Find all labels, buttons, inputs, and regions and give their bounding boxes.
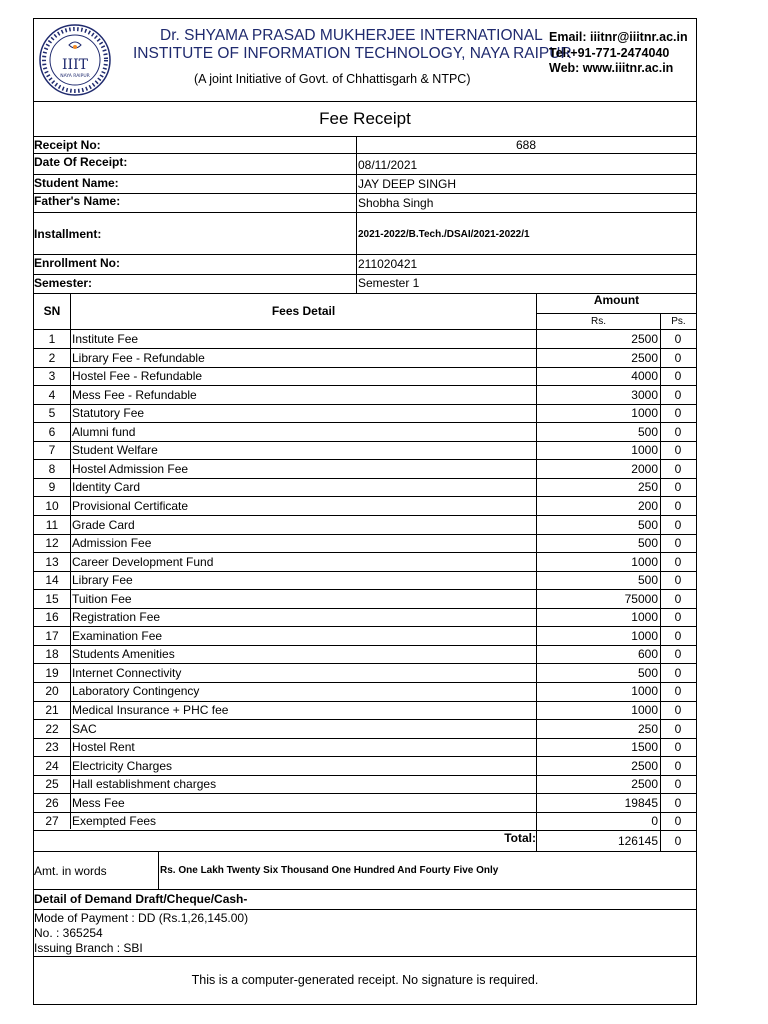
fee-row-ps: 0 bbox=[674, 647, 682, 662]
fee-row-sn: 11 bbox=[45, 517, 59, 532]
receipt-title: Fee Receipt bbox=[34, 101, 696, 137]
fee-row-name: Library Fee - Refundable bbox=[72, 350, 205, 365]
fee-row-ps: 0 bbox=[674, 517, 682, 532]
fee-row-name: Identity Card bbox=[72, 480, 141, 495]
fee-row-sn: 8 bbox=[48, 461, 56, 476]
fee-row-rs: 250 bbox=[637, 721, 658, 736]
rs-header: Rs. bbox=[591, 316, 606, 327]
fee-row-sn: 15 bbox=[45, 591, 59, 606]
semester-label: Semester: bbox=[34, 276, 93, 290]
fee-row-rs: 1000 bbox=[631, 684, 658, 699]
fee-row-ps: 0 bbox=[674, 369, 682, 384]
ps-header: Ps. bbox=[671, 316, 686, 327]
fee-row-ps: 0 bbox=[674, 684, 682, 699]
fee-row-sn: 16 bbox=[45, 610, 59, 625]
fee-row-name: Institute Fee bbox=[72, 332, 139, 346]
fee-row-name: Exempted Fees bbox=[72, 814, 157, 829]
fee-row-ps: 0 bbox=[674, 573, 682, 588]
fee-row-ps: 0 bbox=[674, 424, 682, 439]
fee-row-ps: 0 bbox=[674, 498, 682, 513]
institute-name-line1: Dr. SHYAMA PRASAD MUKHERJEE INTERNATIONAL bbox=[160, 27, 543, 44]
fee-row-rs: 2500 bbox=[631, 777, 658, 792]
semester-value: Semester 1 bbox=[358, 276, 420, 290]
fee-row-sn: 5 bbox=[48, 406, 56, 421]
payment-mode: Mode of Payment : DD (Rs.1,26,145.00) bbox=[34, 911, 249, 925]
fee-row-rs: 2500 bbox=[631, 332, 658, 346]
fee-row-sn: 13 bbox=[45, 554, 59, 569]
fee-row-sn: 25 bbox=[45, 777, 59, 792]
payment-heading: Detail of Demand Draft/Cheque/Cash- bbox=[34, 892, 248, 906]
fee-row-ps: 0 bbox=[674, 795, 682, 810]
receipt-no-label: Receipt No: bbox=[34, 138, 101, 152]
fee-row-ps: 0 bbox=[674, 461, 682, 476]
fee-row-ps: 0 bbox=[674, 703, 682, 717]
student-name-value: JAY DEEP SINGH bbox=[358, 177, 457, 191]
fee-row-ps: 0 bbox=[674, 387, 682, 402]
fee-row-sn: 9 bbox=[48, 480, 56, 495]
fee-row-rs: 2000 bbox=[631, 461, 658, 476]
fee-row-ps: 0 bbox=[674, 554, 682, 569]
installment-label: Installment: bbox=[34, 227, 102, 241]
fee-row-name: Alumni fund bbox=[72, 424, 136, 439]
fee-row-sn: 6 bbox=[48, 424, 56, 439]
fee-row-name: Laboratory Contingency bbox=[72, 684, 200, 699]
fee-row-ps: 0 bbox=[674, 777, 682, 792]
contact-email: Email: iiitnr@iiitnr.ac.in bbox=[549, 30, 688, 44]
logo-subtext: NAYA RAIPUR bbox=[60, 74, 90, 79]
student-name-label: Student Name: bbox=[34, 176, 119, 190]
fee-row-name: Tuition Fee bbox=[72, 591, 132, 606]
fee-receipt-sheet bbox=[33, 18, 697, 1005]
fee-row-ps: 0 bbox=[674, 536, 682, 551]
fee-row-rs: 1000 bbox=[631, 628, 658, 643]
fee-row-ps: 0 bbox=[674, 665, 682, 680]
fee-row-sn: 19 bbox=[45, 665, 59, 680]
fee-row-name: Students Amenities bbox=[72, 647, 175, 662]
enrollment-value: 211020421 bbox=[358, 257, 418, 271]
fee-row-name: Admission Fee bbox=[72, 536, 152, 551]
fee-row-rs: 500 bbox=[637, 573, 658, 588]
fee-row-sn: 26 bbox=[45, 795, 59, 810]
fee-row-rs: 500 bbox=[637, 536, 658, 551]
date-value: 08/11/2021 bbox=[358, 158, 418, 172]
fee-row-rs: 1000 bbox=[631, 610, 658, 625]
contact-block bbox=[549, 30, 688, 77]
fee-row-sn: 3 bbox=[48, 369, 56, 384]
fee-row-sn: 4 bbox=[48, 387, 56, 402]
contact-web: Web: www.iiitnr.ac.in bbox=[549, 61, 674, 75]
fee-row-sn: 10 bbox=[45, 498, 59, 513]
fee-row-rs: 1000 bbox=[631, 443, 658, 458]
fee-row-sn: 7 bbox=[48, 443, 56, 458]
amount-header: Amount bbox=[593, 293, 640, 307]
logo-text: IIIT bbox=[62, 57, 88, 73]
fee-row-name: Student Welfare bbox=[72, 443, 158, 458]
fee-row-rs: 1000 bbox=[631, 406, 658, 421]
fee-row-rs: 1500 bbox=[631, 740, 658, 755]
total-label: Total: bbox=[504, 831, 536, 845]
fee-row-name: Medical Insurance + PHC fee bbox=[72, 703, 229, 717]
fee-row-rs: 500 bbox=[637, 424, 658, 439]
father-name-label: Father's Name: bbox=[34, 194, 121, 208]
joint-initiative-text: (A joint Initiative of Govt. of Chhattisgarh & NTPC) bbox=[194, 72, 471, 86]
father-name-value: Shobha Singh bbox=[358, 196, 434, 210]
fee-row-name: Statutory Fee bbox=[72, 406, 145, 421]
fee-row-sn: 20 bbox=[45, 684, 59, 699]
fee-row-name: Mess Fee - Refundable bbox=[72, 387, 197, 402]
fee-row-sn: 21 bbox=[45, 703, 59, 717]
fees-detail-header: Fees Detail bbox=[271, 304, 336, 318]
receipt-no-value: 688 bbox=[515, 138, 537, 152]
fee-row-name: Internet Connectivity bbox=[72, 665, 182, 680]
fee-row-rs: 200 bbox=[637, 498, 658, 513]
fee-row-sn: 18 bbox=[45, 647, 59, 662]
fee-row-ps: 0 bbox=[674, 406, 682, 421]
payment-number: No. : 365254 bbox=[34, 926, 103, 940]
payment-branch: Issuing Branch : SBI bbox=[34, 941, 143, 955]
institute-name-line2: INSTITUTE OF INFORMATION TECHNOLOGY, NAYA RAIPUR bbox=[133, 45, 572, 62]
fee-row-sn: 12 bbox=[45, 536, 59, 551]
fee-row-ps: 0 bbox=[674, 350, 682, 365]
fee-row-name: Registration Fee bbox=[72, 610, 161, 625]
fee-row-rs: 19845 bbox=[624, 795, 658, 810]
fee-row-ps: 0 bbox=[674, 628, 682, 643]
fee-row-sn: 1 bbox=[48, 332, 56, 346]
fee-row-rs: 3000 bbox=[631, 387, 658, 402]
contact-tel: Tel:+91-771-2474040 bbox=[549, 45, 670, 60]
institute-logo bbox=[38, 23, 112, 97]
fee-row-sn: 24 bbox=[45, 758, 59, 773]
fee-row-sn: 22 bbox=[45, 721, 59, 736]
amount-words-value: Rs. One Lakh Twenty Six Thousand One Hundred And Fourty Five Only bbox=[160, 865, 499, 876]
fee-row-sn: 17 bbox=[45, 628, 59, 643]
fee-row-rs: 250 bbox=[637, 480, 658, 495]
fee-row-rs: 2500 bbox=[631, 758, 658, 773]
fee-row-sn: 27 bbox=[45, 814, 59, 829]
fee-row-name: Electricity Charges bbox=[72, 758, 173, 773]
fee-row-sn: 2 bbox=[48, 350, 56, 365]
installment-value: 2021-2022/B.Tech./DSAI/2021-2022/1 bbox=[358, 229, 530, 240]
fee-row-rs: 0 bbox=[651, 814, 658, 829]
fee-row-name: Hostel Admission Fee bbox=[72, 461, 189, 476]
fee-row-ps: 0 bbox=[674, 480, 682, 495]
fee-row-rs: 2500 bbox=[631, 350, 658, 365]
fee-row-name: Mess Fee bbox=[72, 795, 125, 810]
fee-row-rs: 600 bbox=[637, 647, 658, 662]
payment-details bbox=[34, 911, 248, 956]
fee-row-rs: 500 bbox=[637, 517, 658, 532]
total-ps: 0 bbox=[674, 834, 682, 848]
fee-row-sn: 14 bbox=[45, 573, 59, 588]
fee-row-name: Hostel Fee - Refundable bbox=[72, 369, 203, 384]
total-rs: 126145 bbox=[617, 834, 658, 848]
fee-row-name: Provisional Certificate bbox=[72, 498, 189, 513]
enrollment-label: Enrollment No: bbox=[34, 256, 120, 270]
receipt-header bbox=[34, 19, 696, 102]
fee-row-ps: 0 bbox=[674, 740, 682, 755]
fee-row-name: Hall establishment charges bbox=[72, 777, 217, 792]
fee-row-name: SAC bbox=[72, 721, 97, 736]
fee-row-ps: 0 bbox=[674, 332, 682, 346]
sn-header: SN bbox=[43, 304, 61, 318]
fee-row-ps: 0 bbox=[674, 591, 682, 606]
footer-note: This is a computer-generated receipt. No signature is required. bbox=[191, 973, 539, 987]
fee-row-name: Career Development Fund bbox=[72, 554, 214, 569]
fee-row-name: Hostel Rent bbox=[72, 740, 135, 755]
fee-row-name: Examination Fee bbox=[72, 628, 163, 643]
amount-words-label: Amt. in words bbox=[34, 864, 107, 878]
fee-row-rs: 1000 bbox=[631, 703, 658, 717]
date-label: Date Of Receipt: bbox=[34, 155, 128, 169]
fee-row-ps: 0 bbox=[674, 721, 682, 736]
fee-row-name: Grade Card bbox=[72, 517, 135, 532]
fee-row-name: Library Fee bbox=[72, 573, 133, 588]
fee-row-ps: 0 bbox=[674, 443, 682, 458]
fee-row-rs: 1000 bbox=[631, 554, 658, 569]
fee-row-rs: 500 bbox=[637, 665, 658, 680]
fee-row-ps: 0 bbox=[674, 758, 682, 773]
fee-row-rs: 4000 bbox=[631, 369, 658, 384]
fee-row-ps: 0 bbox=[674, 610, 682, 625]
fee-row-rs: 75000 bbox=[624, 591, 658, 606]
fee-row-sn: 23 bbox=[45, 740, 59, 755]
fee-row-ps: 0 bbox=[674, 814, 682, 829]
